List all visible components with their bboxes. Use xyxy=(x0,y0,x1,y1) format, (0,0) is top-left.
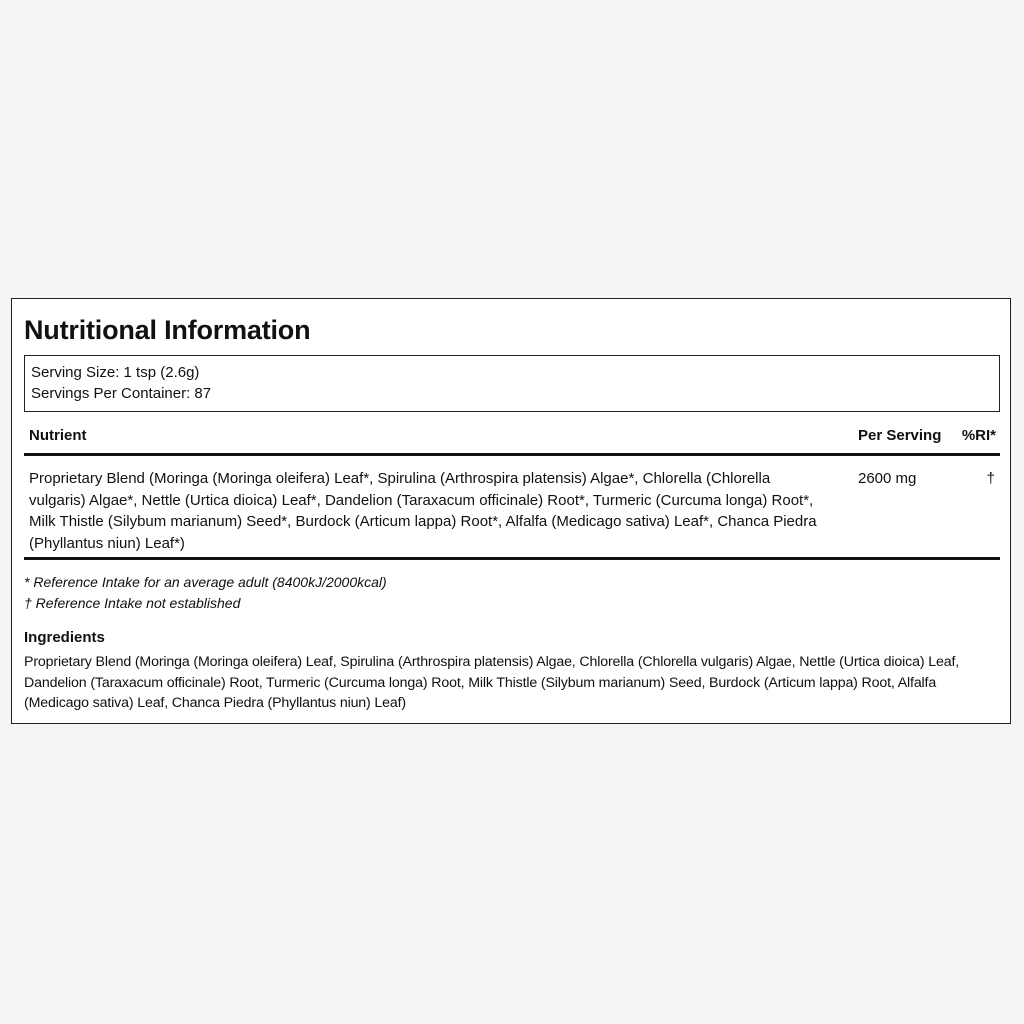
page-title: Nutritional Information xyxy=(24,315,311,345)
ri-cell: † xyxy=(986,470,995,487)
per-serving-cell: 2600 mg xyxy=(858,470,917,487)
footnote-reference-intake: * Reference Intake for an average adult (8400kJ/2000kcal) xyxy=(24,574,387,590)
column-header-nutrient: Nutrient xyxy=(29,427,87,444)
table-row xyxy=(24,456,1000,560)
serving-size: Serving Size: 1 tsp (2.6g) xyxy=(31,364,200,381)
nutrition-panel xyxy=(11,298,1011,724)
footnote-not-established: † Reference Intake not established xyxy=(24,595,241,611)
ingredients-section xyxy=(24,628,1004,714)
nutrient-cell: Proprietary Blend (Moringa (Moringa oleifera) Leaf*, Spirulina (Arthrospira platensis) Algae*, Chlorella (Chlorella vulgaris) Algae*, Nettle (Urtica dioica) Leaf*, Dandelion (Taraxacum officinale) Root*, Turmeric (Curcuma longa) Root*, Milk Thistle (Silybum marianum) Seed*, Burdock (Articum lappa) Root*, Alfalfa (Medicago sativa) Leaf*, Chanca Piedra (Phyllantus niun) Leaf*) xyxy=(29,470,817,552)
column-header-ri: %RI* xyxy=(961,427,996,444)
column-header-per-serving: Per Serving xyxy=(858,427,942,444)
serving-info-box xyxy=(24,355,1000,412)
servings-per-container: Servings Per Container: 87 xyxy=(31,385,212,402)
ingredients-text: Proprietary Blend (Moringa (Moringa oleifera) Leaf, Spirulina (Arthrospira platensis) Algae, Chlorella (Chlorella vulgaris) Algae, Nettle (Urtica dioica) Leaf, Dandelion (Taraxacum officinale) Root, Turmeric (Curcuma longa) Root, Milk Thistle (Silybum marianum) Seed, Burdock (Articum lappa) Root, Alfalfa (Medicago sativa) Leaf, Chanca Piedra (Phyllantus niun) Leaf) xyxy=(24,654,960,711)
table-header xyxy=(24,425,1000,456)
footnotes xyxy=(24,572,387,614)
ingredients-heading: Ingredients xyxy=(24,629,105,646)
nutrient-table xyxy=(24,425,1000,560)
